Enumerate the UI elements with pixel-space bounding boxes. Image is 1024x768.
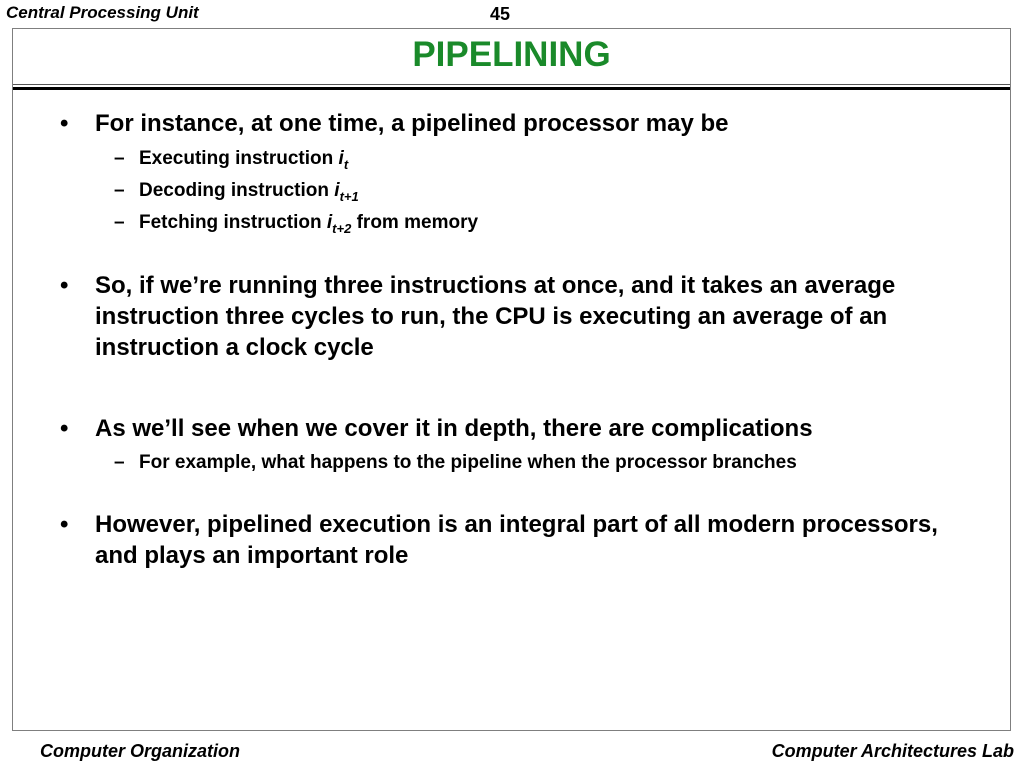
- sub-bullet-item: [13, 146, 1010, 172]
- sub-bullet-text: Decoding instruction: [139, 180, 335, 201]
- title-divider-thick: [13, 87, 1010, 90]
- bullet-item: [13, 270, 1010, 363]
- sub-bullet-item: [13, 210, 1010, 236]
- bullet-text: As we’ll see when we cover it in depth, there are complications: [95, 415, 813, 442]
- dash-marker: –: [114, 452, 125, 473]
- bullet-marker: •: [60, 415, 69, 442]
- bullet-marker: •: [60, 511, 69, 538]
- sub-bullet-text: Executing instruction: [139, 148, 339, 169]
- bullet-item: [13, 108, 1010, 139]
- bullet-marker: •: [60, 272, 69, 299]
- dash-marker: –: [114, 212, 125, 233]
- dash-marker: –: [114, 148, 125, 169]
- page-number: 45: [490, 4, 511, 24]
- bullet-item: [13, 413, 1010, 444]
- header-course-title: Central Processing Unit: [6, 3, 199, 22]
- slide-frame: [12, 28, 1011, 731]
- sub-bullet-text: Fetching instruction: [139, 212, 327, 233]
- slide-title: PIPELINING: [412, 35, 611, 74]
- dash-marker: –: [114, 180, 125, 201]
- sub-bullet-text: For example, what happens to the pipeline when the processor branches: [139, 452, 797, 473]
- bullet-text: For instance, at one time, a pipelined processor may be: [95, 110, 729, 137]
- footer-left: Computer Organization: [40, 741, 241, 761]
- footer-right: Computer Architectures Lab: [771, 741, 1014, 761]
- slide-content: [13, 108, 1010, 571]
- sub-bullet-item: [13, 178, 1010, 204]
- instruction-subscript: t: [343, 157, 349, 172]
- instruction-variable: i: [326, 212, 333, 233]
- instruction-subscript: t+1: [339, 189, 359, 204]
- instruction-variable: i: [338, 148, 344, 169]
- sub-bullet-item: [13, 450, 1010, 476]
- bullet-item: [13, 509, 1010, 571]
- bullet-text: However, pipelined execution is an integral part of all modern processors, and plays an important role: [95, 511, 938, 569]
- instruction-variable: i: [334, 180, 340, 201]
- title-divider-thin: [13, 84, 1010, 85]
- instruction-subscript: t+2: [332, 221, 352, 236]
- sub-bullet-suffix: from memory: [351, 212, 479, 233]
- bullet-text: So, if we’re running three instructions at once, and it takes an average instruction three cycles to run, the CPU is executing an average of an instruction a clock cycle: [95, 272, 896, 361]
- bullet-marker: •: [60, 110, 69, 137]
